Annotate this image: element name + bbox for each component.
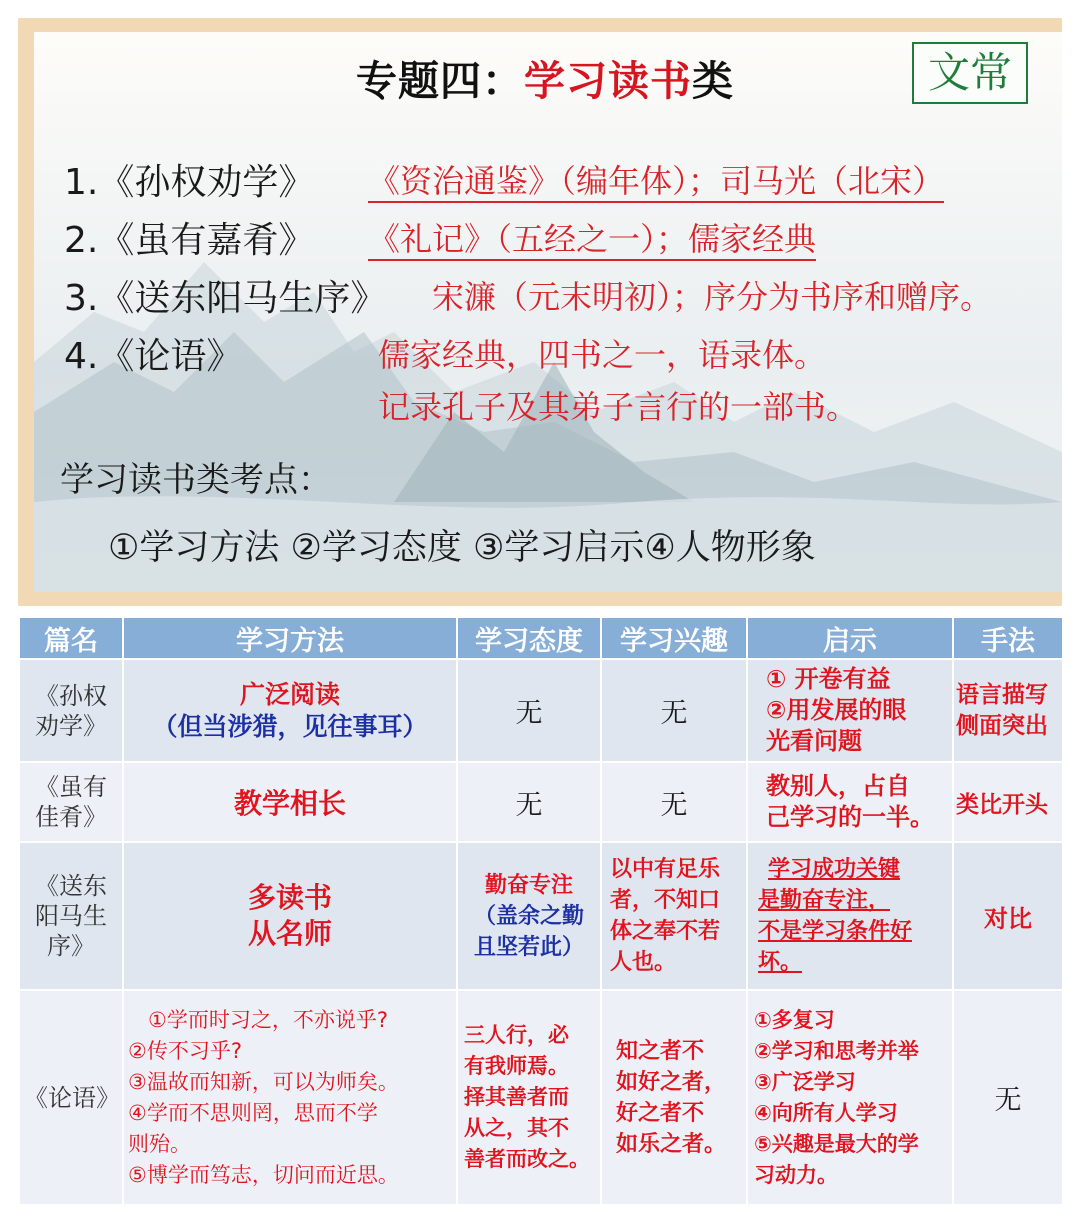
top-panel [34, 32, 1062, 592]
attitude-line: 善者而改之。 [464, 1147, 590, 1171]
insight-line: ③广泛学习 [754, 1069, 856, 1094]
insight-line: ②用发展的眼 [766, 696, 907, 724]
interest-line: 好之者不 [616, 1100, 705, 1126]
attitude-line: 择其善者而 [464, 1085, 569, 1109]
attitude-cell: 无 [457, 762, 601, 842]
insight-line: 己学习的一半。 [766, 803, 934, 831]
title-suffix: 类 [692, 57, 734, 105]
row-title-line: 劝学》 [35, 711, 107, 740]
technique-cell: 对比 [953, 842, 1063, 990]
insight-line: 是勤奋专注， [758, 888, 891, 913]
interest-cell: 无 [601, 762, 747, 842]
method-line: ①学而时习之，不亦说乎? [148, 1007, 388, 1032]
insight-cell [747, 990, 953, 1205]
interest-line: 人也。 [610, 950, 677, 975]
table-row [19, 842, 1063, 990]
header-technique: 手法 [953, 617, 1063, 659]
attitude-line: 且坚若此） [473, 934, 584, 960]
attitude-cell [457, 842, 601, 990]
method-line: 则殆。 [128, 1131, 191, 1156]
insight-line: 教别人，占自 [766, 772, 910, 800]
insight-line: ④向所有人学习 [754, 1100, 898, 1125]
attitude-line: 勤奋专注 [484, 872, 573, 898]
interest-line: 知之者不 [616, 1038, 705, 1064]
book-title-3: 3.《送东阳马生序》 [64, 278, 387, 319]
method-cell [123, 659, 457, 762]
insight-line: ⑤兴趣是最大的学 [754, 1131, 919, 1156]
method-cell: 教学相长 [123, 762, 457, 842]
table-row [19, 990, 1063, 1205]
table-row [19, 659, 1063, 762]
technique-cell: 类比开头 [953, 762, 1063, 842]
interest-cell [601, 842, 747, 990]
insight-cell [747, 842, 953, 990]
exam-points-list: ①学习方法 ②学习态度 ③学习启示④人物形象 [108, 528, 816, 568]
row-title: 《论语》 [19, 990, 123, 1205]
header-title: 篇名 [19, 617, 123, 659]
attitude-cell: 无 [457, 659, 601, 762]
summary-table-wrap [18, 616, 1062, 1208]
book-note-1-text: 《资治通鉴》（编年体）；司马光（北宋） [368, 162, 944, 203]
table-row [19, 762, 1063, 842]
method-cell [123, 990, 457, 1205]
method-line: 多读书 [247, 881, 332, 914]
page-title [356, 48, 734, 104]
exam-points-title: 学习读书类考点： [60, 460, 332, 500]
subject-badge: 文常 [912, 42, 1028, 104]
title-topic: 学习读书 [524, 57, 692, 105]
book-note-4a: 儒家经典，四书之一，语录体。 [378, 336, 827, 374]
insight-line: 光看问题 [766, 727, 862, 755]
book-note-2-text: 《礼记》（五经之一）；儒家经典 [368, 220, 816, 261]
attitude-line: 有我师焉。 [464, 1054, 569, 1078]
header-method: 学习方法 [123, 617, 457, 659]
interest-line: 如乐之者。 [616, 1131, 727, 1157]
method-line: ③温故而知新，可以为师矣。 [128, 1069, 399, 1094]
method-line: 广泛阅读 [239, 679, 340, 709]
method-line: ②传不习乎? [128, 1038, 242, 1063]
title-prefix: 专题四： [356, 57, 524, 105]
row-title-line: 阳马生 [35, 902, 107, 930]
method-line: （但当涉猎，见往事耳） [152, 711, 428, 741]
interest-cell: 无 [601, 659, 747, 762]
book-note-3: 宋濂（元末明初）；序分为书序和赠序。 [432, 278, 993, 316]
book-note-2 [368, 214, 816, 260]
technique-cell [953, 659, 1063, 762]
insight-line: 不是学习条件好 [758, 919, 913, 944]
book-title-1: 1.《孙权劝学》 [64, 162, 315, 203]
header-interest: 学习兴趣 [601, 617, 747, 659]
insight-line: ① 开卷有益 [766, 665, 891, 693]
row-title-line: 序》 [47, 932, 95, 960]
header-attitude: 学习态度 [457, 617, 601, 659]
book-title-2: 2.《虽有嘉肴》 [64, 220, 315, 261]
row-title [19, 842, 123, 990]
book-note-4b: 记录孔子及其弟子言行的一部书。 [378, 388, 859, 426]
row-title-line: 《送东 [35, 872, 107, 900]
method-line: ④学而不思则罔，思而不学 [128, 1100, 378, 1125]
insight-line: ②学习和思考并举 [754, 1038, 919, 1063]
attitude-cell [457, 990, 601, 1205]
method-cell [123, 842, 457, 990]
attitude-line: 从之，其不 [464, 1116, 569, 1140]
interest-line: 体之奉不若 [610, 919, 721, 944]
interest-line: 如好之者， [616, 1069, 727, 1095]
insight-cell [747, 762, 953, 842]
interest-cell [601, 990, 747, 1205]
row-title-line: 佳肴》 [35, 803, 107, 831]
interest-line: 者，不知口 [610, 888, 721, 913]
attitude-line: 三人行，必 [464, 1023, 569, 1047]
summary-table [18, 616, 1064, 1206]
method-line: 从名师 [247, 917, 332, 950]
row-title-line: 《孙权 [35, 681, 107, 710]
insight-line: 坏。 [758, 950, 803, 975]
method-line: ⑤博学而笃志，切问而近思。 [128, 1162, 399, 1187]
insight-line: 学习成功关键 [768, 857, 901, 882]
technique-line: 侧面突出 [956, 712, 1048, 739]
table-header-row [19, 617, 1063, 659]
row-title [19, 762, 123, 842]
row-title-line: 《虽有 [35, 773, 107, 801]
header-insight: 启示 [747, 617, 953, 659]
insight-line: ①多复习 [754, 1007, 835, 1032]
interest-line: 以中有足乐 [610, 857, 721, 882]
row-title [19, 659, 123, 762]
insight-cell [747, 659, 953, 762]
technique-line: 语言描写 [956, 681, 1048, 708]
insight-line: 习动力。 [754, 1162, 838, 1187]
book-note-1 [368, 156, 944, 202]
attitude-line: （盖余之勤 [473, 903, 584, 929]
book-title-4: 4.《论语》 [64, 336, 243, 377]
technique-cell: 无 [953, 990, 1063, 1205]
